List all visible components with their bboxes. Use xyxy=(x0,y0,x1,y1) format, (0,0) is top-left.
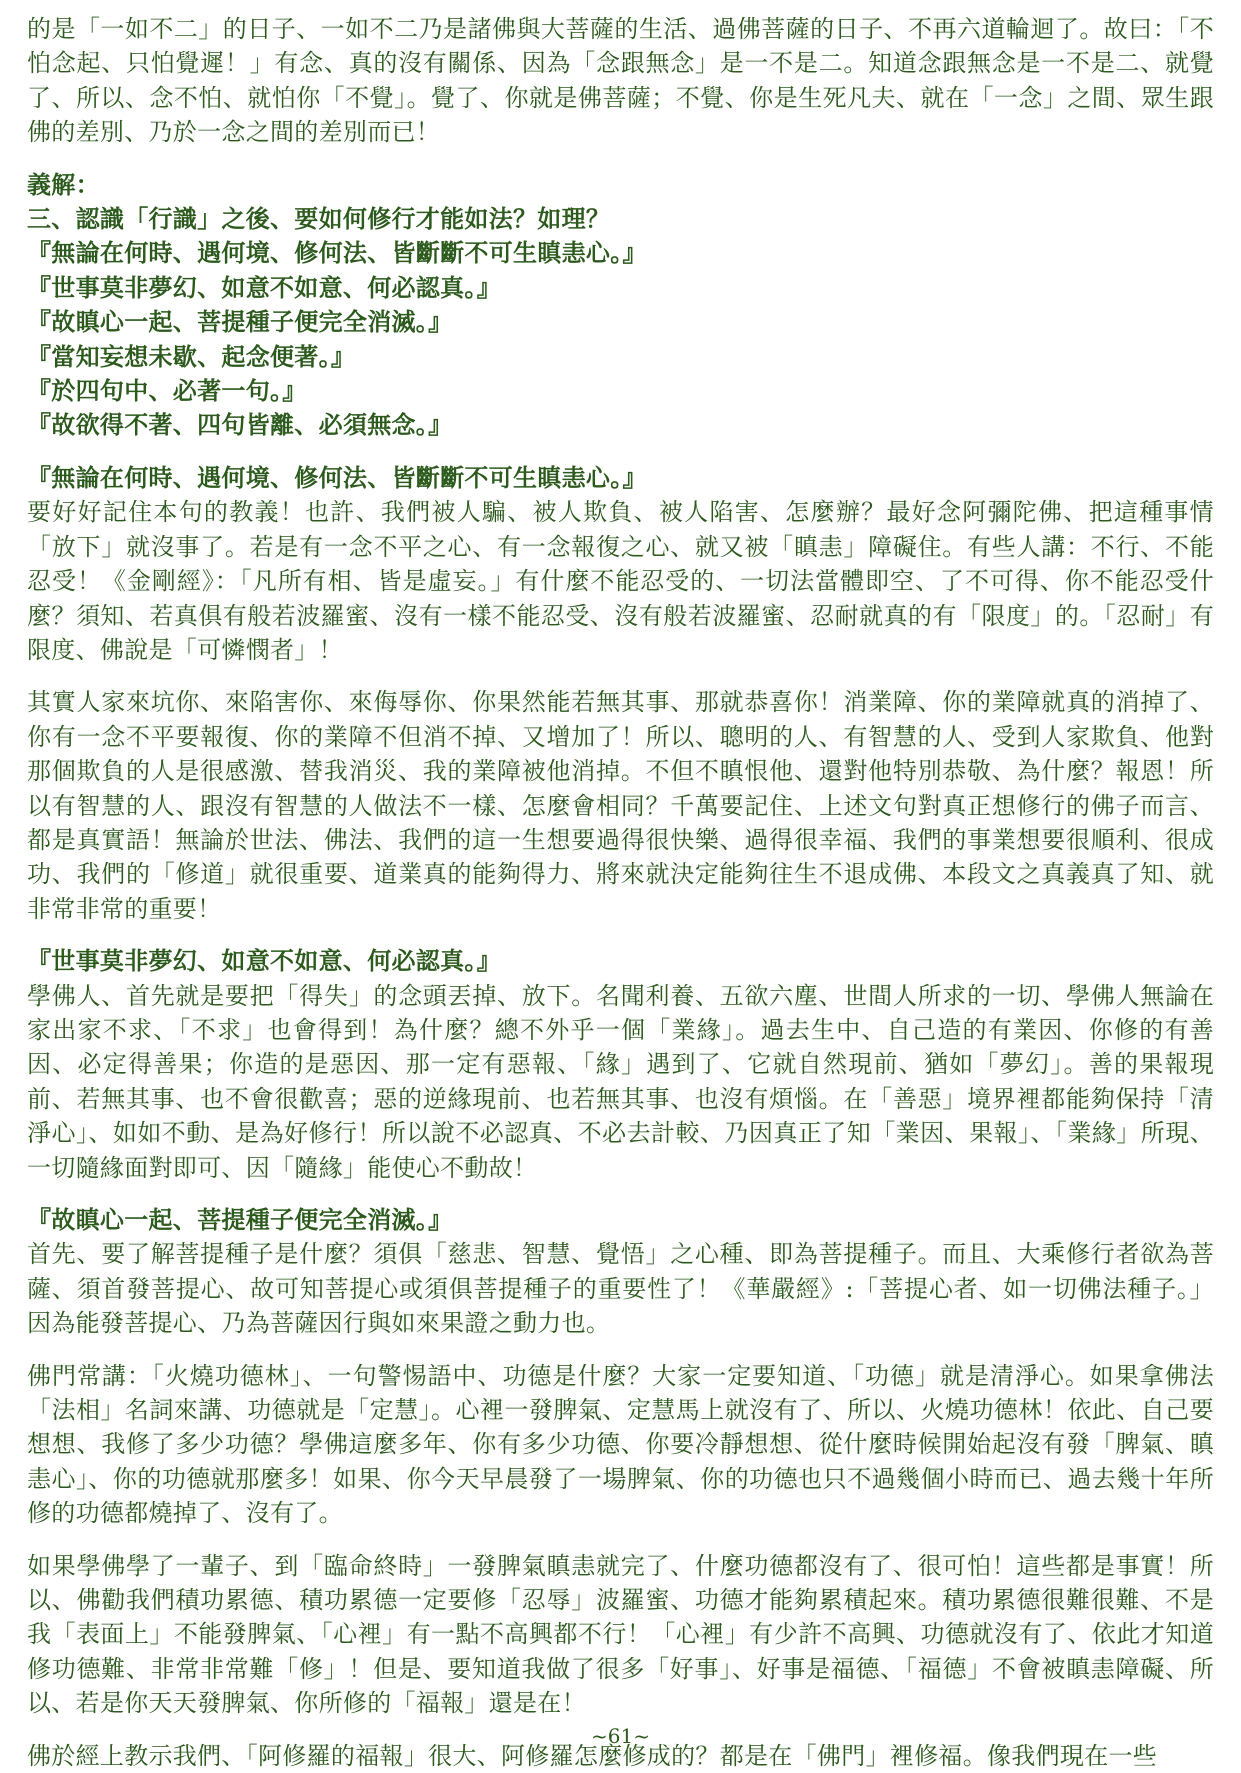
verse-line: 『當知妄想未歇、起念便著。』 xyxy=(27,341,356,371)
body-paragraph: 要好好記住本句的教義！也許、我們被人騙、被人欺負、被人陷害、怎麼辦？最好念阿彌陀佛、把這種事情「放下」就沒事了。若是有一念不平之心、有一念報復之心、就又被「瞋恚」障礙住。有些人講：不行、不能忍受！《金剛經》：「凡所有相、皆是虛妄。」有什麼不能忍受的、一切法當體即空、了不可得、你不能忍受什麼？須知、若真俱有般若波羅蜜、沒有一樣不能忍受、沒有般若波羅蜜、忍耐就真的有「限度」的。「忍耐」有限度、佛說是「可憐憫者」！ xyxy=(27,498,1214,664)
section-title: 『世事莫非夢幻、如意不如意、何必認真。』 xyxy=(27,946,501,976)
section-title: 『故瞋心一起、菩提種子便完全消滅。』 xyxy=(27,1205,453,1234)
body-paragraph: 佛門常講：「火燒功德林」、一句警惕語中、功德是什麼？大家一定要知道、「功德」就是清淨心。如果拿佛法「法相」名詞來講、功德就是「定慧」。心裡一發脾氣、定慧馬上就沒有了、所以、火燒功德林！依此、自己要想想、我修了多少功德？學佛這麼多年、你有多少功德、你要冷靜想想、從什麼時候開始起沒有發「脾氣、瞋恚心」、你的功德就那麼多！如果、你今天早晨發了一場脾氣、你的功德也只不過幾個小時而已、過去幾十年所修的功德都燒掉了、沒有了。 xyxy=(27,1361,1214,1528)
verse-line: 『故欲得不著、四句皆離、必須無念。』 xyxy=(27,410,453,440)
verse-line: 『故瞋心一起、菩提種子便完全消滅。』 xyxy=(27,307,453,337)
page-content xyxy=(27,12,1214,1773)
body-paragraph: 佛於經上教示我們、「阿修羅的福報」很大、阿修羅怎麼修成的？都是在「佛門」裡修福。像我們現在一些 xyxy=(27,1741,1158,1770)
section-title: 『無論在何時、遇何境、修何法、皆斷斷不可生瞋恚心。』 xyxy=(27,462,647,492)
body-paragraph: 首先、要了解菩提種子是什麼？須俱「慈悲、智慧、覺悟」之心種、即為菩提種子。而且、大乘修行者欲為菩薩、須首發菩提心、故可知菩提心或須俱菩提種子的重要性了！《華嚴經》:「菩提心者、如一切佛法種子。」因為能發菩提心、乃為菩薩因行與如來果證之動力也。 xyxy=(27,1240,1214,1338)
yijie-label: 義解： xyxy=(27,169,100,199)
body-paragraph: 其實人家來坑你、來陷害你、來侮辱你、你果然能若無其事、那就恭喜你！消業障、你的業障就真的消掉了、你有一念不平要報復、你的業障不但消不掉、又增加了！所以、聰明的人、有智慧的人、受到人家欺負、他對那個欺負的人是很感激、替我消災、我的業障被他消掉。不但不瞋恨他、還對他特別恭敬、為什麼？報恩！所以有智慧的人、跟沒有智慧的人做法不一樣、怎麼會相同？千萬要記住、上述文句對真正想修行的佛子而言、都是真實語！無論於世法、佛法、我們的這一生想要過得很快樂、過得很幸福、我們的事業想要很順利、很成功、我們的「修道」就很重要、道業真的能夠得力、將來就決定能夠往生不退成佛、本段文之真義真了知、就非常非常的重要！ xyxy=(27,688,1214,923)
verse-line: 『世事莫非夢幻、如意不如意、何必認真。』 xyxy=(27,272,501,302)
intro-paragraph: 的是「一如不二」的日子、一如不二乃是諸佛與大菩薩的生活、過佛菩薩的日子、不再六道輪迴了。故曰：「不怕念起、只怕覺遲！」有念、真的沒有關係、因為「念跟無念」是一不是二。知道念跟無念是一不是二、就覺了、所以、念不怕、就怕你「不覺」。覺了、你就是佛菩薩；不覺、你是生死凡夫、就在「一念」之間、眾生跟佛的差別、乃於一念之間的差別而已！ xyxy=(27,15,1214,147)
verse-line: 『無論在何時、遇何境、修何法、皆斷斷不可生瞋恚心。』 xyxy=(27,238,647,268)
body-paragraph: 學佛人、首先就是要把「得失」的念頭丟掉、放下。名聞利養、五欲六塵、世間人所求的一切、學佛人無論在家出家不求、「不求」也會得到！為什麼？總不外乎一個「業緣」。過去生中、自己造的有業因、你修的有善因、必定得善果；你造的是惡因、那一定有惡報、「緣」遇到了、它就自然現前、猶如「夢幻」。善的果報現前、若無其事、也不會很歡喜；惡的逆緣現前、也若無其事、也沒有煩惱。在「善惡」境界裡都能夠保持「清淨心」、如如不動、是為好修行！所以說不必認真、不必去計較、乃因真正了知「業因、果報」、「業緣」所現、一切隨緣面對即可、因「隨緣」能使心不動故！ xyxy=(27,981,1214,1182)
yijie-question: 三、認識「行識」之後、要如何修行才能如法？如理？ xyxy=(27,204,611,234)
page-number: ~61~ xyxy=(591,1724,650,1748)
body-paragraph: 如果學佛學了一輩子、到「臨命終時」一發脾氣瞋恚就完了、什麼功德都沒有了、很可怕！這些都是事實！所以、佛勸我們積功累德、積功累德一定要修「忍辱」波羅蜜、功德才能夠累積起來。積功累德很難很難、不是我「表面上」不能發脾氣、「心裡」有一點不高興都不行！「心裡」有少許不高興、功德就沒有了、依此才知道修功德難、非常非常難「修」！但是、要知道我做了很多「好事」、好事是福德、「福德」不會被瞋恚障礙、所以、若是你天天發脾氣、你所修的「福報」還是在！ xyxy=(27,1551,1214,1718)
yijie-block xyxy=(27,168,1214,443)
verse-line: 『於四句中、必著一句。』 xyxy=(27,376,307,406)
